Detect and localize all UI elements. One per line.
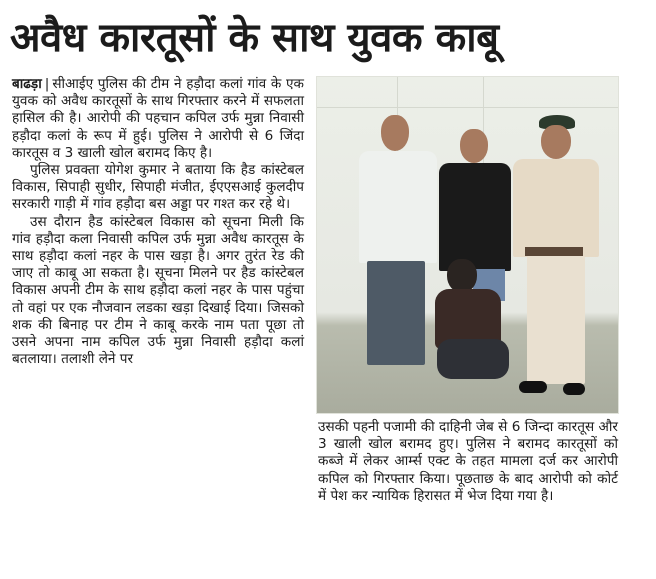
article-paragraph-3: उस दौरान हैड कांस्टेबल विकास को सूचना मिली कि गांव हड़ौदा कला निवासी कपिल उर्फ मुन्ना अवैध कारतूस के साथ हड़ौदा कलां नहर के पास खड़ा है। अगर तुरंत रेड की जाए तो काबू आ सकता है। सूचना मिलने पर हैड कांस्टेबल विकास अपनी टीम के साथ हड़ौदा कलां नहर के पास पहुंचा तो वहां पर एक नौजवान लडका खड़ा दिखाई दिया। जिसको शक की बिनाह पर टीम ने काबू करके नाम पता पूछा तो उसने अपना नाम कपिल उर्फ मुन्ना निवासी हड़ौदा कलां बतलाया। तलाशी लेने पर: [12, 213, 304, 368]
news-photo: [316, 76, 619, 414]
dark-trousers: [437, 339, 509, 379]
shoe: [519, 381, 547, 393]
white-shirt: [359, 151, 437, 263]
wall-seam: [317, 107, 618, 108]
head: [381, 115, 409, 151]
khaki-trousers: [527, 256, 585, 384]
dateline: बाढड़ा: [12, 76, 42, 92]
paragraph-1-text: सीआईए पुलिस की टीम ने हड़ौदा कलां गांव के एक युवक को अवैध कारतूसों के साथ गिरफ्तार करने में सफलता हासिल की है। आरोपी की पहचान कपिल उर्फ मुन्ना निवासी हड़ौदा कलां के रूप में हुई। पुलिस ने आरोपी से 6 जिंदा कारतूस व 3 खाली खोल बरामद किए है।: [12, 76, 304, 161]
head-hair: [447, 259, 477, 293]
belt: [525, 247, 583, 256]
headline: अवैध कारतूसों के साथ युवक काबू: [10, 15, 499, 61]
head: [460, 129, 488, 163]
head: [541, 125, 571, 159]
article-paragraph-4: उसकी पहनी पजामी की दाहिनी जेब से 6 जिन्दा कारतूस और 3 खाली खोल बरामद हुए। पुलिस ने बरामद कारतूसों को कब्जे में लेकर आर्म्स एक्ट के तहत मामला दर्ज कर आरोपी कपिल को गिरफ्तार किया। पूछताछ के बाद आरोपी को कोर्ट में पेश कर न्यायिक हिरासत में भेज दिया गया है।: [318, 419, 618, 504]
dateline-separator: |: [44, 76, 50, 92]
khaki-shirt: [513, 159, 599, 257]
article-right-column: [318, 419, 618, 505]
article-left-column: [12, 76, 304, 368]
shoe: [563, 383, 585, 395]
article-paragraph-1: [12, 76, 304, 162]
jeans: [367, 261, 425, 365]
article-paragraph-2: पुलिस प्रवक्ता योगेश कुमार ने बताया कि हैड कांस्टेबल विकास, सिपाही सुधीर, सिपाही मंजीत, ईएएसआई कुलदीप सरकारी गाड़ी में गांव हड़ौदा बस अड्डा पर गश्त कर रहे थे।: [12, 162, 304, 213]
black-tshirt: [439, 163, 511, 271]
